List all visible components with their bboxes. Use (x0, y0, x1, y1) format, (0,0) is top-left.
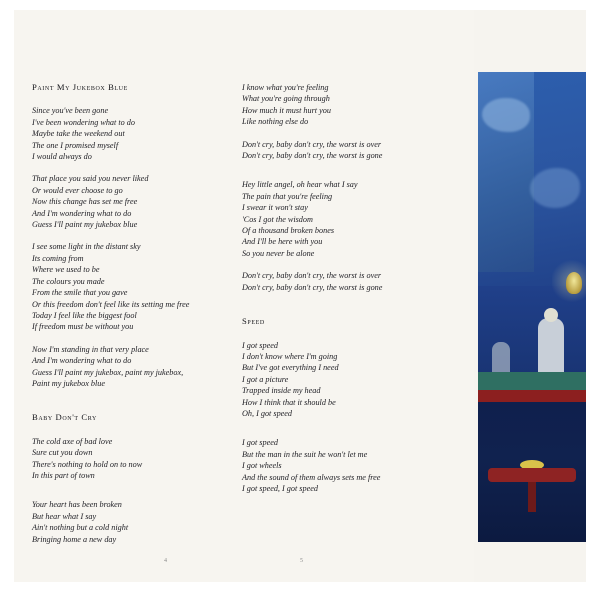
lyric-line: I got wheels (242, 461, 282, 471)
page-margin-right (586, 0, 600, 592)
stanza (32, 344, 232, 390)
stanza (32, 241, 232, 332)
lyric-line: In this part of town (32, 470, 95, 480)
lyrics-column-left (32, 82, 232, 556)
lyrics-text-area (14, 10, 474, 582)
lyric-line: And I'm wondering what to do (32, 356, 132, 366)
lyric-line: I got speed (242, 340, 278, 350)
lyric-line: How much it must hurt you (242, 105, 331, 115)
lyric-line: I got speed, I got speed (242, 483, 318, 493)
artwork-lamp (566, 272, 582, 294)
artwork-cloud-secondary (530, 168, 580, 208)
stanza-spacer (242, 430, 454, 437)
lyric-line: Trapped inside my head (242, 386, 321, 396)
lyric-line: Bringing home a new day (32, 534, 117, 544)
lyric-line: Guess I'll paint my jukebox blue (32, 220, 138, 230)
page-margin-left (0, 0, 14, 592)
lyric-line: And the sound of them always sets me free (242, 472, 381, 482)
artwork-cloud (482, 98, 530, 132)
stanza (32, 173, 232, 230)
stanza (242, 270, 454, 293)
lyric-line: I've been wondering what to do (32, 117, 135, 127)
lyric-line: Its coming from (32, 253, 84, 263)
stanza (32, 499, 232, 545)
artwork-table-leg (528, 482, 536, 512)
lyric-line: And I'll be here with you (242, 237, 323, 247)
lyric-line: So you never be alone (242, 248, 315, 258)
lyric-line: I got speed (242, 438, 278, 448)
lyric-line: Don't cry, baby don't cry, the worst is gone (242, 282, 383, 292)
lyric-line: Don't cry, baby don't cry, the worst is over (242, 139, 382, 149)
lyric-line: Paint my jukebox blue (32, 378, 105, 388)
lyric-line: That place you said you never liked (32, 174, 149, 184)
artwork-table (488, 468, 576, 482)
lyric-line: I swear it won't stay (242, 203, 308, 213)
lyric-line: Of a thousand broken bones (242, 226, 335, 236)
stanza-spacer (32, 492, 232, 499)
lyric-line: But I've got everything I need (242, 363, 339, 373)
page-number-right: 5 (300, 558, 303, 564)
lyric-line: Or this freedom don't feel like its setting me free (32, 299, 190, 309)
lyric-line: Now I'm standing in that very place (32, 344, 149, 354)
lyric-line: The pain that you're feeling (242, 191, 333, 201)
lyric-line: If freedom must be without you (32, 322, 134, 332)
lyric-line: 'Cos I got the wisdom (242, 214, 313, 224)
page-margin-top (0, 0, 600, 10)
lyric-line: Sure cut you down (32, 448, 93, 458)
song-title-paint-my-jukebox-blue: Paint My Jukebox Blue (32, 82, 128, 92)
stanza (242, 139, 454, 162)
lyric-line: The one I promised myself (32, 140, 119, 150)
lyric-line: I got a picture (242, 374, 289, 384)
page-margin-bottom (0, 582, 600, 592)
stanza (242, 340, 454, 420)
lyric-line: How I think that it should be (242, 397, 336, 407)
page-number-left: 4 (164, 558, 167, 564)
lyric-line: What you're going through (242, 94, 330, 104)
lyric-line: There's nothing to hold on to now (32, 459, 143, 469)
stanza (32, 436, 232, 482)
lyric-line: Hey little angel, oh hear what I say (242, 180, 358, 190)
section-spacer (242, 304, 454, 316)
artwork-figure-head (544, 308, 558, 322)
lyric-line: I see some light in the distant sky (32, 242, 141, 252)
lyric-line: But the man in the suit he won't let me (242, 449, 368, 459)
lyric-line: Your heart has been broken (32, 500, 122, 510)
lyric-line: Or would ever choose to go (32, 185, 123, 195)
lyric-line: The cold axe of bad love (32, 436, 113, 446)
artwork-panel (478, 72, 586, 542)
lyric-line: Like nothing else do (242, 117, 309, 127)
artwork-counter (478, 390, 586, 402)
lyric-line: Today I feel like the biggest fool (32, 310, 137, 320)
stanza (242, 179, 454, 259)
lyric-line: Oh, I got speed (242, 408, 293, 418)
song-title-speed: Speed (242, 316, 265, 327)
artwork-green-band (478, 372, 586, 390)
lyric-line: Don't cry, baby don't cry, the worst is over (242, 271, 382, 281)
lyric-line: I know what you're feeling (242, 83, 329, 92)
lyric-line: Since you've been gone (32, 106, 109, 116)
lyric-line: I don't know where I'm going (242, 351, 338, 361)
lyric-line: But hear what I say (32, 511, 97, 521)
lyric-line: Don't cry, baby don't cry, the worst is gone (242, 151, 383, 161)
lyric-line: Where we used to be (32, 265, 100, 275)
lyric-line: Guess I'll paint my jukebox, paint my jukebox, (32, 367, 184, 377)
stanza-spacer (242, 172, 454, 179)
lyric-line: Maybe take the weekend out (32, 129, 125, 139)
lyrics-column-right (242, 82, 454, 505)
lyric-line: I would always do (32, 152, 92, 162)
lyric-line: Ain't nothing but a cold night (32, 523, 129, 533)
lyric-line: And I'm wondering what to do (32, 208, 132, 218)
lyric-line: From the smile that you gave (32, 288, 128, 298)
lyric-line: Now this change has set me free (32, 197, 138, 207)
stanza (242, 82, 454, 128)
lyric-line: The colours you made (32, 276, 105, 286)
song-title-baby-dont-cry: Baby Don't Cry (32, 412, 97, 423)
stanza (32, 105, 232, 162)
stanza (242, 437, 454, 494)
section-spacer (32, 400, 232, 412)
